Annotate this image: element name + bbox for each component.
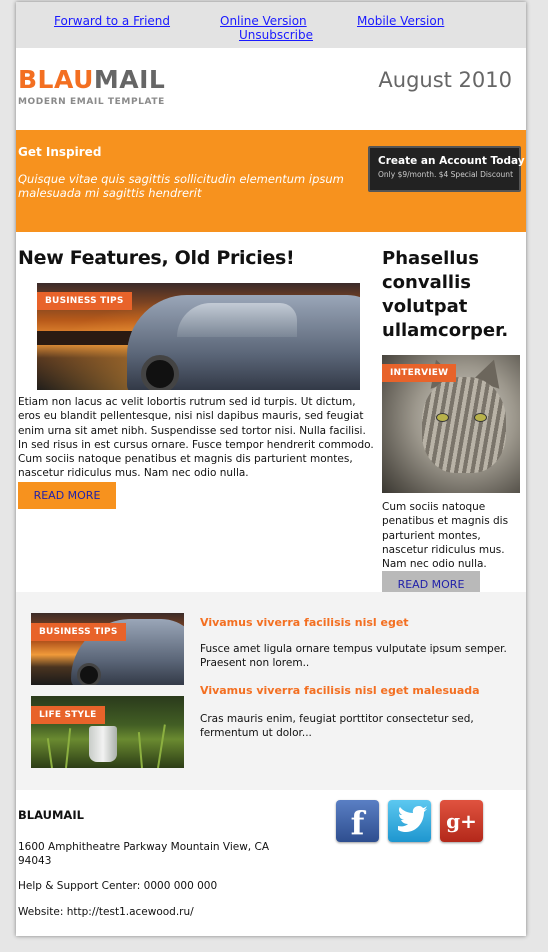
footer-support: Help & Support Center: 0000 000 000 [18,880,218,892]
side-read-more-button[interactable]: READ MORE [382,571,480,598]
footer-company: BLAUMAIL [18,808,84,822]
cat-face [422,377,506,473]
banner-text: Quisque vitae quis sagittis sollicitudin elementum ipsum malesuada mi sagittis hendrerit [18,172,344,200]
twitter-bird-glyph [388,800,431,842]
life-style-tag: LIFE STYLE [31,706,105,724]
cat-eye-right [474,413,487,422]
side-article-body: Cum sociis natoque penatibus et magnis dis parturient montes, nascetur ridiculus mus. Nam nec odio nulla. [382,501,509,571]
list-item-title-1[interactable]: Vivamus viverra facilisis nisl eget [200,616,409,629]
grass-blade [157,724,166,768]
main-article-body: Etiam non lacus ac velit lobortis rutrum sed id turpis. Ut dictum, eros eu blandit pellentesque, nisi nisl dapibus mauris, sed feugiat enim urna sit amet nibh. Suspendisse sed tortor nisi. Nulla facilisi. In sed risus in est cursus ornare. Fusce tempor hendrerit commodo. Cum sociis natoque penatibus et magnis dis parturient montes, nascetur ridiculus mus. Nam nec odio nulla. [18,396,374,480]
footer [16,790,526,936]
grass-blade [65,728,71,768]
interview-tag: INTERVIEW [382,364,456,382]
list-image-cup[interactable] [31,696,184,768]
issue-date: August 2010 [378,68,512,92]
cta-title: Create an Account Today [378,155,525,167]
logo-part-2: MAIL [93,65,166,94]
mobile-version-link[interactable]: Mobile Version [357,14,445,28]
cat-eye-left [436,413,449,422]
car-image[interactable] [37,283,360,390]
side-article-heading: Phasellus convallis volutpat ullamcorper. [382,248,509,341]
twitter-icon[interactable] [388,800,431,842]
main-read-more-button[interactable]: READ MORE [18,482,116,509]
business-tips-tag: BUSINESS TIPS [37,292,132,310]
cup [89,726,117,762]
facebook-icon[interactable]: f [336,800,379,842]
create-account-button[interactable] [368,146,525,192]
google-plus-icon[interactable]: g+ [440,800,483,842]
grass-blade [47,738,53,768]
list-item-title-2[interactable]: Vivamus viverra facilisis nisl eget malesuada [200,684,480,697]
cta-subtitle: Only $9/month. $4 Special Discount [378,170,514,179]
logo-part-1: BLAU [18,65,94,94]
banner-title: Get Inspired [18,145,102,159]
main-article-heading: New Features, Old Pricies! [18,247,295,269]
promo-banner [16,130,526,232]
business-tips-tag-small: BUSINESS TIPS [31,623,126,641]
logo[interactable] [18,66,165,94]
list-item-body-2: Cras mauris enim, feugiat porttitor consectetur sed, fermentum ut dolor... [200,713,474,740]
unsubscribe-link[interactable]: Unsubscribe [239,28,313,42]
email-container [16,2,526,936]
online-version-link[interactable]: Online Version [220,14,307,28]
forward-to-friend-link[interactable]: Forward to a Friend [54,14,171,28]
list-image-car[interactable] [31,613,184,685]
list-item-body-1: Fusce amet ligula ornare tempus vulputate ipsum semper. Praesent non lorem.. [200,643,507,670]
logo-tagline: MODERN EMAIL TEMPLATE [18,97,165,107]
car-wheel [141,355,179,390]
footer-website[interactable]: Website: http://test1.acewood.ru/ [18,906,194,918]
cat-image[interactable] [382,355,520,493]
grass-blade [138,732,143,768]
article-list [16,592,526,790]
top-links-bar [16,2,526,48]
car-window [177,303,297,337]
footer-address: 1600 Amphitheatre Parkway Mountain View, CA 94043 [18,841,270,867]
car-wheel-small [77,663,101,685]
